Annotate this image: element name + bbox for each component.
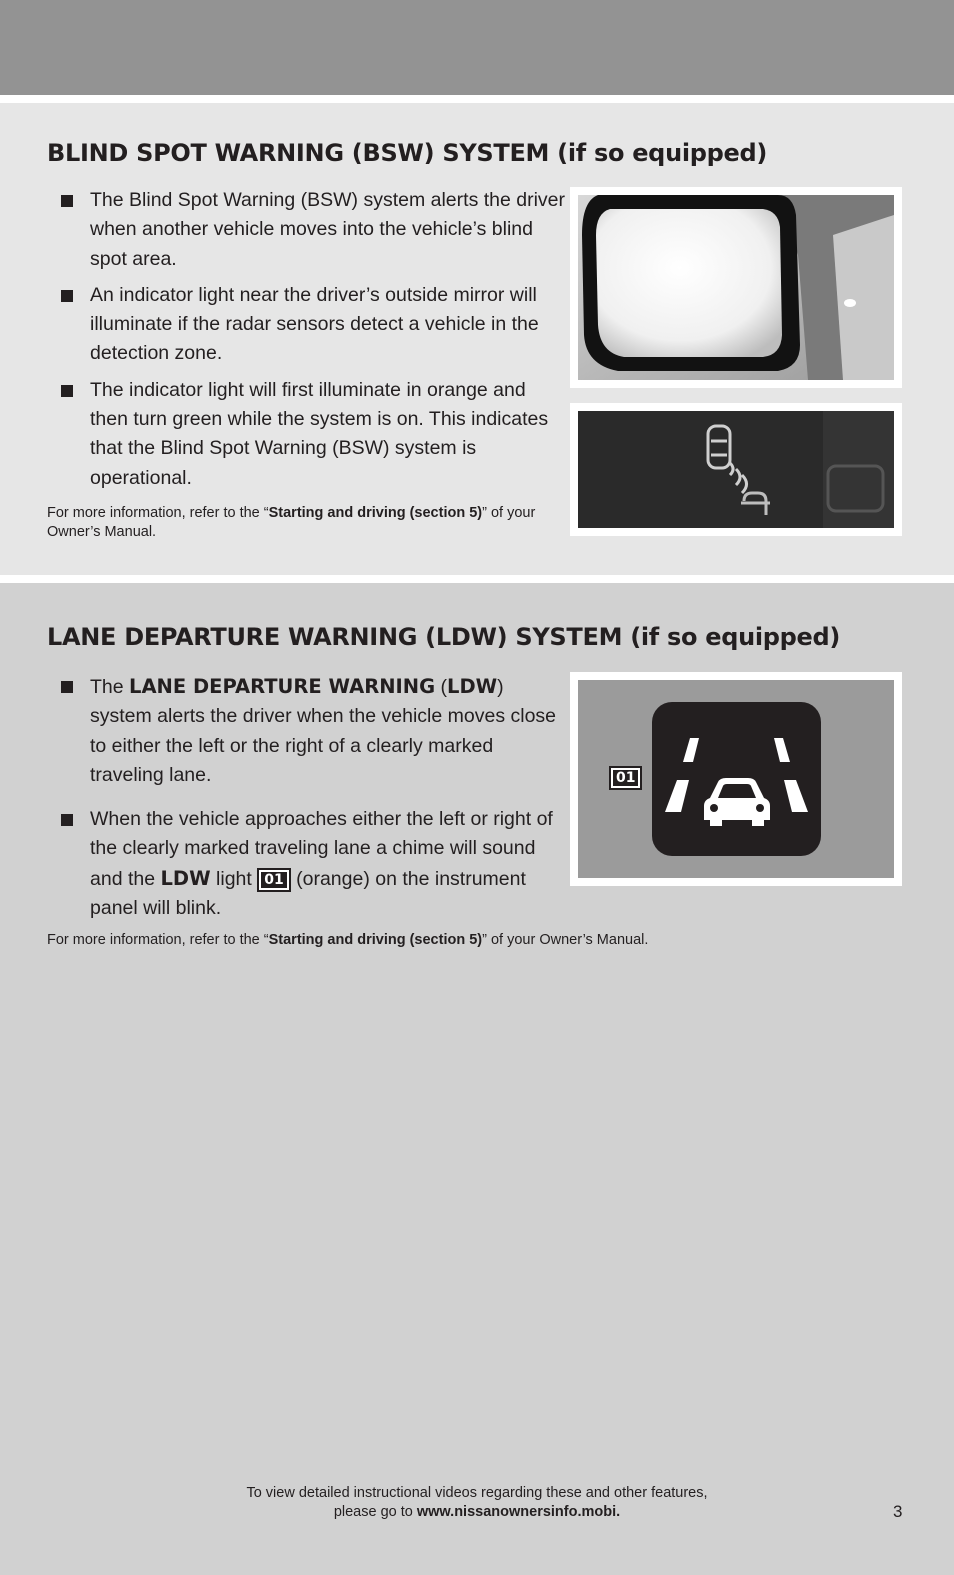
header-separator — [0, 95, 954, 103]
bsw-section — [0, 103, 954, 575]
list-item: The LANE DEPARTURE WARNING (LDW) system alerts the driver when the vehicle moves close to either the left or the right of a clearly marked traveling lane. — [47, 672, 567, 790]
list-item: The indicator light will first illuminate in orange and then turn green while the system is on. This indicates that the Blind Spot Warning (BSW) system is operational. — [47, 376, 567, 493]
ldw-indicator-figure — [578, 680, 894, 878]
bullet-square-icon — [61, 681, 73, 693]
bsw-reference-note: For more information, refer to the “Starting and driving (section 5)” of your Owner’s Manual. — [47, 505, 536, 540]
page-number: 3 — [893, 1502, 903, 1521]
bullet-square-icon — [61, 290, 73, 302]
list-item: When the vehicle approaches either the left or right of the clearly marked traveling lane a chime will sound and the LDW light 01 (orange) on the instrument panel will blink. — [47, 805, 567, 923]
list-item: The Blind Spot Warning (BSW) system alerts the driver when another vehicle moves into the vehicle’s blind spot area. — [47, 186, 567, 274]
bsw-indicator-image — [578, 411, 894, 528]
website-link[interactable]: www.nissanownersinfo.mobi. — [416, 1504, 621, 1520]
ldw-reference-note: For more information, refer to the “Starting and driving (section 5)” of your Owner’s Manual. — [47, 932, 649, 948]
ldw-figure-frame — [570, 672, 902, 886]
indicator-photo-frame — [570, 403, 902, 536]
side-mirror-image — [578, 195, 894, 380]
figure-callout-01: 01 — [609, 766, 642, 790]
callout-01-badge: 01 — [257, 868, 290, 892]
section-separator — [0, 575, 954, 583]
mirror-photo-frame — [570, 187, 902, 388]
list-item: An indicator light near the driver’s outside mirror will illuminate if the radar sensors detect a vehicle in the detection zone. — [47, 281, 567, 369]
ldw-section — [0, 583, 954, 1575]
bullet-square-icon — [61, 814, 73, 826]
bsw-title: BLIND SPOT WARNING (BSW) SYSTEM (if so equipped) — [47, 139, 768, 167]
bullet-square-icon — [61, 195, 73, 207]
page-footer: To view detailed instructional videos regarding these and other features, please go to www.nissanownersinfo.mobi. — [246, 1485, 708, 1520]
top-header-bar — [0, 0, 954, 95]
bullet-square-icon — [61, 385, 73, 397]
lane-departure-warning-icon — [652, 702, 821, 856]
bsw-bullet-list — [47, 186, 567, 493]
ldw-bullet-list — [47, 672, 567, 923]
ldw-title: LANE DEPARTURE WARNING (LDW) SYSTEM (if so equipped) — [47, 623, 841, 651]
